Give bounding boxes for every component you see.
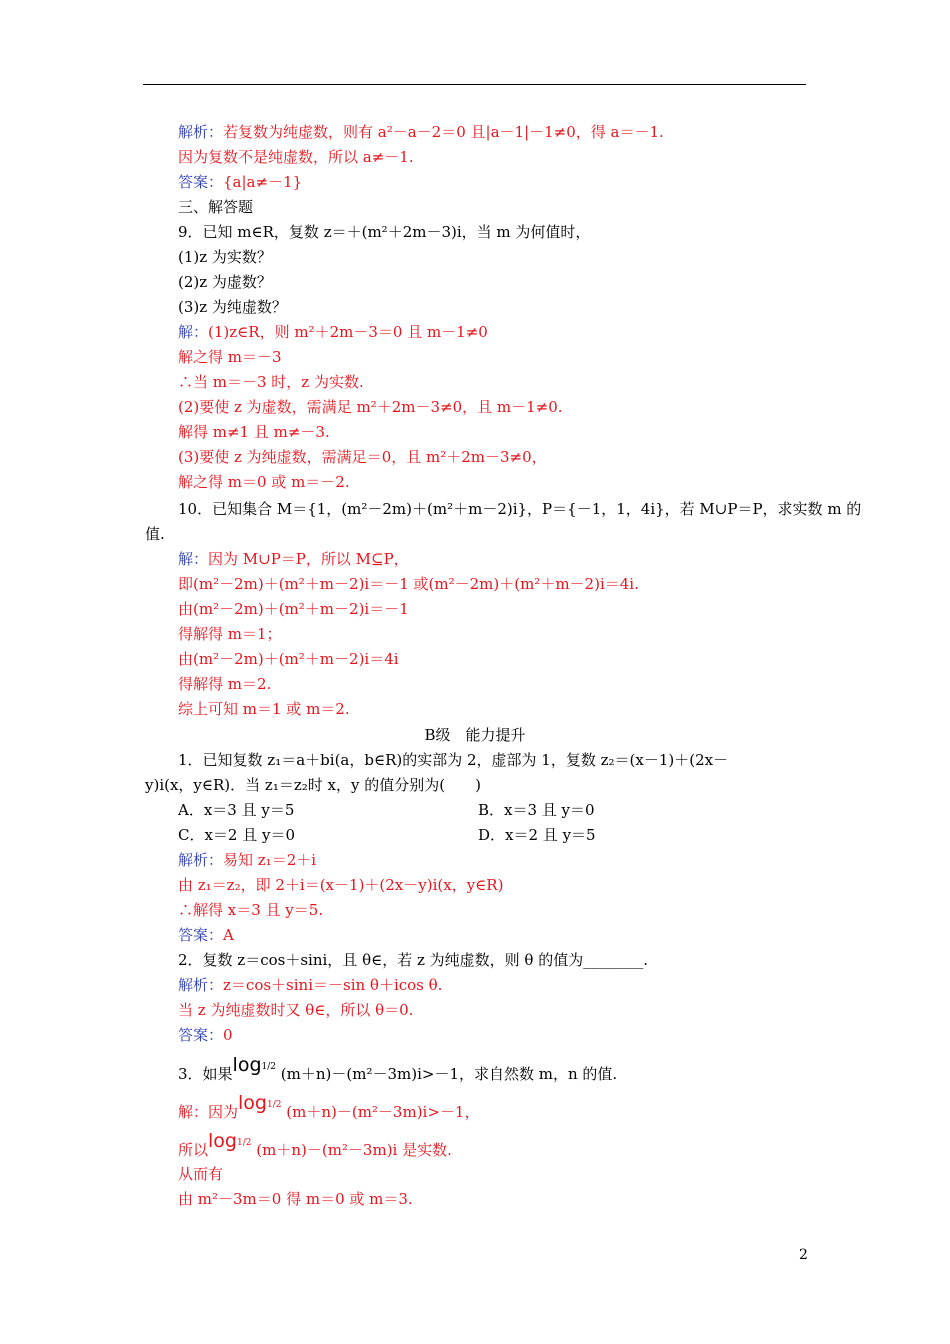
question-10: 10．已知集合 M＝{1，(m²－2m)＋(m²＋m－2)i}，P＝{－1，1，4i}，若 M∪P＝P，求实数 m 的 bbox=[178, 500, 862, 518]
log-symbol: log bbox=[238, 1092, 267, 1114]
solution-line: 因为复数不是纯虚数，所以 a≠－1. bbox=[178, 148, 414, 166]
solution-line: 解：(1)z∈R，则 m²＋2m－3＝0 且 m－1≠0 bbox=[178, 323, 488, 341]
solution-label: 解： bbox=[178, 550, 209, 568]
solution-label: 解析： bbox=[178, 851, 224, 869]
question-b3 bbox=[178, 1054, 618, 1086]
solution-line: 得解得 m＝1； bbox=[178, 625, 282, 643]
header-rule bbox=[143, 84, 806, 85]
solution-line: 解之得 m＝－3 bbox=[178, 348, 282, 366]
solution-line: 从而有 bbox=[178, 1165, 224, 1183]
option-row bbox=[178, 798, 798, 823]
option-a: A．x＝3 且 y＝5 bbox=[178, 801, 295, 819]
solution-text: 所以 bbox=[178, 1141, 209, 1159]
question-b1: 1．已知复数 z₁＝a＋bi(a，b∈R)的实部为 2，虚部为 1，复数 z₂＝(x－1)＋(2x－ bbox=[178, 751, 729, 769]
solution-line bbox=[178, 1092, 480, 1124]
solution-line: ∴当 m＝－3 时，z 为实数. bbox=[178, 373, 364, 391]
question-line: 值. bbox=[145, 525, 165, 543]
question-9: 9．已知 m∈R，复数 z＝＋(m²＋2m－3)i，当 m 为何值时， bbox=[178, 223, 591, 241]
solution-text: (m＋n)－(m²－3m)i>－1， bbox=[286, 1103, 480, 1121]
question-line: (3)z 为纯虚数？ bbox=[178, 298, 287, 316]
solution-label: 解： bbox=[178, 323, 209, 341]
solution-text: (m＋n)－(m²－3m)i 是实数. bbox=[256, 1141, 452, 1159]
log-base: 1/2 bbox=[236, 1138, 252, 1148]
solution-label: 答案： bbox=[178, 926, 224, 944]
question-b2: 2．复数 z＝cos＋sini，且 θ∈，若 z 为纯虚数，则 θ 的值为________. bbox=[178, 951, 648, 969]
solution-line: 解析：若复数为纯虚数，则有 a²－a－2＝0 且|a－1|－1≠0，得 a＝－1. bbox=[178, 123, 664, 141]
solution-text: 解：因为 bbox=[178, 1103, 239, 1121]
solution-label: 解析： bbox=[178, 976, 224, 994]
answer-line: 答案：A bbox=[178, 926, 234, 944]
question-text: 3．如果 bbox=[178, 1065, 233, 1083]
solution-line: 解：因为 M∪P＝P，所以 M⊆P， bbox=[178, 550, 409, 568]
log-base: 1/2 bbox=[261, 1062, 276, 1072]
solution-line: 解析：易知 z₁＝2＋i bbox=[178, 851, 317, 869]
option-row bbox=[178, 823, 798, 848]
section-heading: 三、解答题 bbox=[178, 198, 254, 216]
question-line: (1)z 为实数？ bbox=[178, 248, 272, 266]
solution-line: (2)要使 z 为虚数，需满足 m²＋2m－3≠0，且 m－1≠0. bbox=[178, 398, 563, 416]
solution-label: 答案： bbox=[178, 1026, 224, 1044]
solution-line: 由 m²－3m＝0 得 m＝0 或 m＝3. bbox=[178, 1190, 413, 1208]
solution-line: 综上可知 m＝1 或 m＝2. bbox=[178, 700, 350, 718]
log-base: 1/2 bbox=[266, 1100, 282, 1110]
option-c: C．x＝2 且 y＝0 bbox=[178, 826, 296, 844]
question-line: (2)z 为虚数？ bbox=[178, 273, 272, 291]
solution-line: 解析：z＝cos＋sini＝－sin θ＋icos θ. bbox=[178, 976, 443, 994]
question-text: (m＋n)－(m²－3m)i>－1，求自然数 m，n 的值. bbox=[280, 1065, 618, 1083]
solution-line: 由(m²－2m)＋(m²＋m－2)i＝4i bbox=[178, 650, 399, 668]
solution-line: ∴解得 x＝3 且 y＝5. bbox=[178, 901, 324, 919]
solution-line: 由 z₁＝z₂，即 2＋i＝(x－1)＋(2x－y)i(x，y∈R) bbox=[178, 876, 504, 894]
solution-line bbox=[178, 1130, 452, 1162]
page-number: 2 bbox=[799, 1247, 808, 1263]
solution-line: 即(m²－2m)＋(m²＋m－2)i＝－1 或(m²－2m)＋(m²＋m－2)i＝4i. bbox=[178, 575, 639, 593]
solution-line: 解得 m≠1 且 m≠－3. bbox=[178, 423, 330, 441]
solution-line: 解之得 m＝0 或 m＝－2. bbox=[178, 473, 350, 491]
level-heading: B级 能力提升 bbox=[424, 726, 526, 744]
question-line: y)i(x，y∈R)．当 z₁＝z₂时 x，y 的值分别为( ) bbox=[145, 776, 481, 794]
log-symbol: log bbox=[208, 1130, 237, 1152]
answer-line: 答案：0 bbox=[178, 1026, 233, 1044]
solution-label: 解析： bbox=[178, 123, 224, 141]
solution-label: 答案： bbox=[178, 173, 224, 191]
answer-line: 答案：{a|a≠－1} bbox=[178, 173, 303, 191]
solution-line: (3)要使 z 为纯虚数，需满足＝0，且 m²＋2m－3≠0， bbox=[178, 448, 547, 466]
option-d: D．x＝2 且 y＝5 bbox=[478, 826, 596, 844]
solution-line: 得解得 m＝2. bbox=[178, 675, 272, 693]
option-b: B．x＝3 且 y＝0 bbox=[478, 801, 595, 819]
log-symbol: log bbox=[232, 1054, 262, 1076]
solution-line: 当 z 为纯虚数时又 θ∈，所以 θ＝0. bbox=[178, 1001, 414, 1019]
solution-line: 由(m²－2m)＋(m²＋m－2)i＝－1 bbox=[178, 600, 409, 618]
